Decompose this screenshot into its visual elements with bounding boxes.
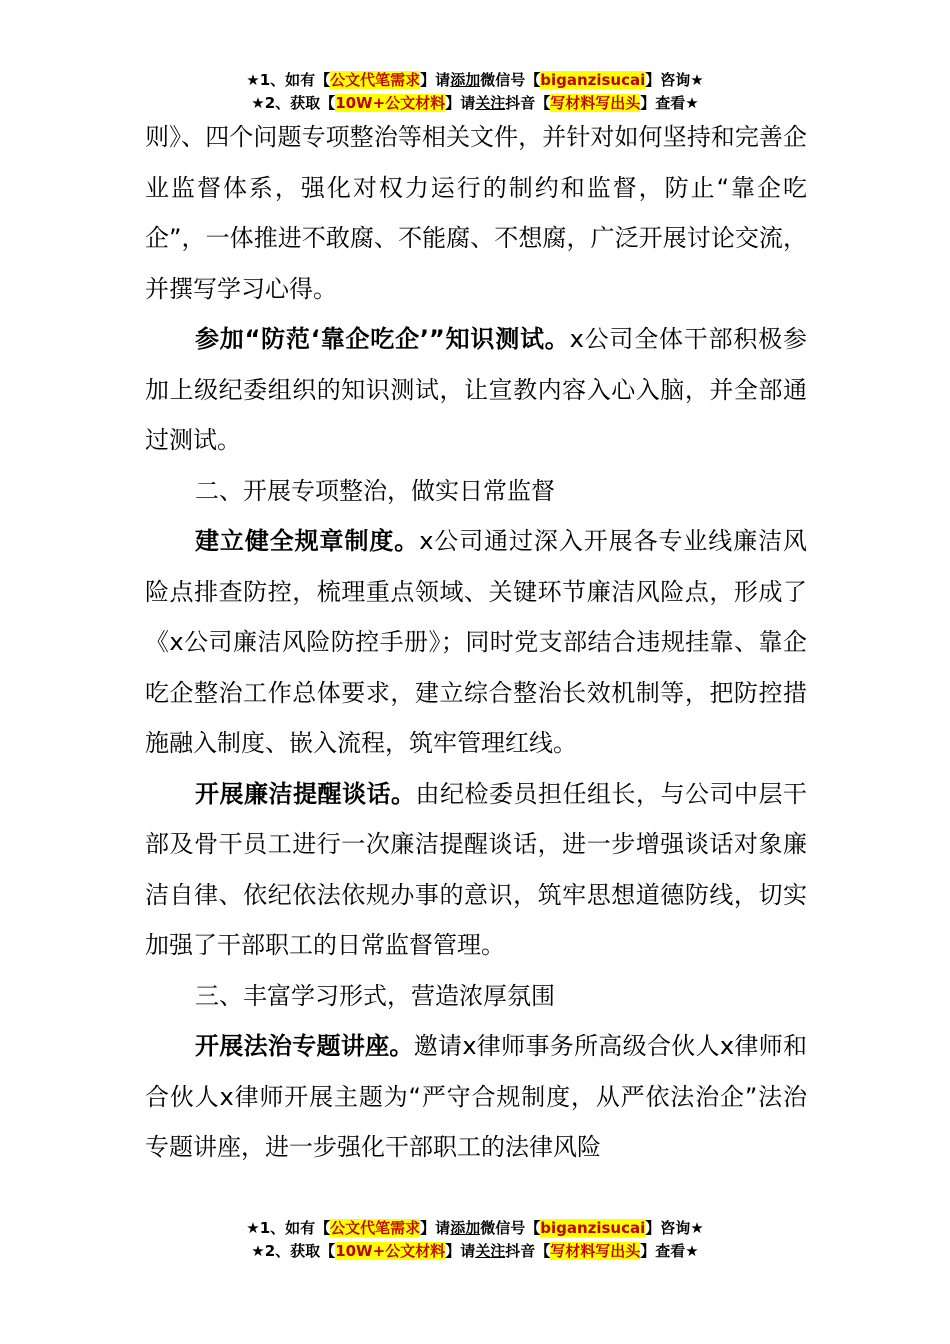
banner-highlight: 10W+公文材料 <box>335 1242 446 1260</box>
banner-highlight: 10W+公文材料 <box>335 94 446 112</box>
paragraph: 则》、四个问题专项整治等相关文件，并针对如何坚持和完善企业监督体系，强化对权力运行的制约和监督，防止“靠企吃企”，一体推进不敢腐、不能腐、不想腐，广泛开展讨论交流，并撰写学习心得。 <box>145 123 807 303</box>
paragraph-lead: 参加“防范‘靠企吃企’”知识测试。 <box>195 325 570 353</box>
paragraph: 建立健全规章制度。x公司通过深入开展各专业线廉洁风险点排查防控，梳理重点领域、关键环节廉洁风险点，形成了《x公司廉洁风险防控手册》；同时党支部结合违规挂靠、靠企吃企整治工作总体要求，建立综合整治长效机制等，把防控措施融入制度、嵌入流程，筑牢管理红线。 <box>145 527 808 757</box>
banner-highlight: biganzisucai <box>540 71 646 89</box>
banner-line-2: ★2、获取【10W+公文材料】请关注抖音【写材料写出头】查看★ <box>251 94 699 112</box>
paragraph-lead: 建立健全规章制度。 <box>195 527 420 555</box>
header-banner <box>0 69 950 115</box>
paragraph-lead: 开展法治专题讲座。 <box>195 1032 414 1060</box>
document-body <box>145 112 807 1173</box>
banner-highlight: 公文代笔需求 <box>330 71 421 89</box>
banner-highlight: 写材料写出头 <box>550 94 641 112</box>
section-heading: 三、丰富学习形式，营造浓厚氛围 <box>195 981 555 1010</box>
banner-line-1: ★1、如有【公文代笔需求】请添加微信号【biganzisucai】咨询★ <box>246 1219 704 1237</box>
banner-line-2: ★2、获取【10W+公文材料】请关注抖音【写材料写出头】查看★ <box>251 1242 699 1260</box>
paragraph: 参加“防范‘靠企吃企’”知识测试。x公司全体干部积极参加上级纪委组织的知识测试，让宣教内容入心入脑，并全部通过测试。 <box>145 325 808 454</box>
banner-highlight: 公文代笔需求 <box>330 1219 421 1237</box>
footer-banner <box>0 1217 950 1263</box>
banner-highlight: 写材料写出头 <box>550 1242 641 1260</box>
banner-line-1: ★1、如有【公文代笔需求】请添加微信号【biganzisucai】咨询★ <box>246 71 704 89</box>
paragraph-lead: 开展廉洁提醒谈话。 <box>195 779 416 808</box>
paragraph: 开展法治专题讲座。邀请x律师事务所高级合伙人x律师和合伙人x律师开展主题为“严守合规制度，从严依法治企”法治专题讲座，进一步强化干部职工的法律风险 <box>145 1032 807 1161</box>
paragraph: 开展廉洁提醒谈话。由纪检委员担任组长，与公司中层干部及骨干员工进行一次廉洁提醒谈话，进一步增强谈话对象廉洁自律、依纪依法依规办事的意识，筑牢思想道德防线，切实加强了干部职工的日常监督管理。 <box>145 779 807 959</box>
banner-highlight: biganzisucai <box>540 1219 646 1237</box>
section-heading: 二、开展专项整治，做实日常监督 <box>195 476 555 505</box>
